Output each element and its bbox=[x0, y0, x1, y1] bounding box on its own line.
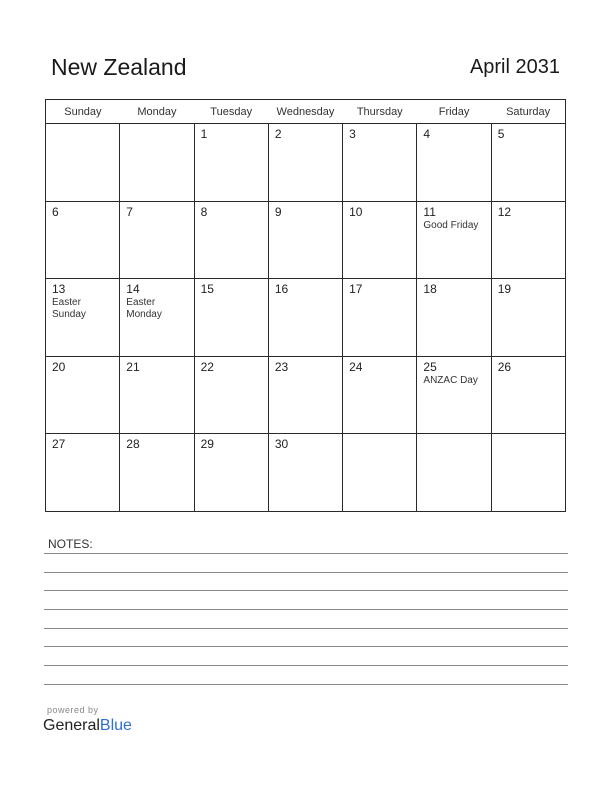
day-number: 12 bbox=[497, 204, 512, 219]
day-cell bbox=[46, 201, 120, 279]
day-cell bbox=[491, 201, 565, 279]
week-row bbox=[46, 201, 566, 279]
week-row bbox=[46, 356, 566, 434]
note-line bbox=[44, 628, 568, 629]
day-cell bbox=[120, 434, 194, 512]
day-number: 27 bbox=[52, 437, 66, 452]
note-line bbox=[44, 609, 568, 610]
day-cell bbox=[491, 279, 565, 357]
note-line bbox=[44, 665, 568, 666]
day-number: 10 bbox=[349, 204, 363, 219]
day-number: 9 bbox=[274, 204, 282, 219]
holiday-label: ANZAC Day bbox=[423, 374, 478, 386]
day-cell bbox=[46, 356, 120, 434]
week-row bbox=[46, 279, 566, 357]
brand-logo bbox=[43, 717, 132, 735]
day-cell bbox=[194, 124, 268, 202]
day-number: 17 bbox=[349, 282, 363, 297]
day-number: 8 bbox=[200, 204, 208, 219]
day-cell bbox=[417, 356, 491, 434]
day-number: 25 bbox=[423, 359, 437, 374]
day-cell bbox=[417, 279, 491, 357]
week-row bbox=[46, 124, 566, 202]
day-number: 13 bbox=[52, 282, 66, 297]
brand-blue: Blue bbox=[99, 717, 132, 734]
day-number: 5 bbox=[497, 127, 505, 141]
day-cell bbox=[120, 124, 194, 202]
day-cell bbox=[417, 201, 491, 279]
day-cell bbox=[268, 356, 342, 434]
day-cell bbox=[343, 124, 417, 202]
day-number: 11 bbox=[423, 204, 436, 219]
day-number: 22 bbox=[200, 359, 214, 374]
day-cell bbox=[120, 279, 194, 357]
calendar-grid bbox=[45, 99, 566, 512]
day-number: 2 bbox=[274, 127, 282, 141]
weekday-tuesday: Tuesday bbox=[194, 100, 268, 124]
day-number: 1 bbox=[200, 127, 208, 141]
day-number: 26 bbox=[497, 359, 512, 374]
weekday-friday: Friday bbox=[417, 100, 491, 124]
weekday-sunday: Sunday bbox=[46, 100, 120, 124]
day-cell bbox=[491, 434, 565, 512]
day-cell bbox=[120, 356, 194, 434]
brand-general: General bbox=[43, 717, 100, 734]
day-cell bbox=[268, 124, 342, 202]
week-row bbox=[46, 434, 566, 512]
day-number: 28 bbox=[126, 437, 140, 452]
day-number: 30 bbox=[274, 437, 289, 452]
day-cell bbox=[491, 124, 565, 202]
holiday-label: Easter Sunday bbox=[52, 297, 86, 321]
day-number: 24 bbox=[349, 359, 363, 374]
day-number: 14 bbox=[126, 282, 140, 297]
day-number: 21 bbox=[126, 359, 140, 374]
day-cell bbox=[46, 434, 120, 512]
day-cell bbox=[417, 434, 491, 512]
day-cell bbox=[194, 434, 268, 512]
weekday-header-row bbox=[46, 100, 566, 124]
day-cell bbox=[343, 434, 417, 512]
note-line bbox=[44, 684, 568, 685]
note-line bbox=[44, 553, 568, 554]
day-number: 29 bbox=[200, 437, 214, 452]
day-cell bbox=[46, 279, 120, 357]
day-cell bbox=[46, 124, 120, 202]
day-cell bbox=[268, 279, 342, 357]
month-title: April 2031 bbox=[469, 56, 560, 78]
day-cell bbox=[194, 201, 268, 279]
day-number: 15 bbox=[200, 282, 214, 297]
holiday-label: Easter Monday bbox=[126, 297, 162, 321]
day-number: 16 bbox=[274, 282, 289, 297]
day-cell bbox=[268, 201, 342, 279]
day-cell bbox=[343, 356, 417, 434]
day-cell bbox=[120, 201, 194, 279]
day-number: 23 bbox=[274, 359, 289, 374]
day-cell bbox=[268, 434, 342, 512]
day-cell bbox=[417, 124, 491, 202]
weekday-monday: Monday bbox=[120, 100, 194, 124]
weekday-wednesday: Wednesday bbox=[268, 100, 342, 124]
note-line bbox=[44, 590, 568, 591]
day-number: 4 bbox=[423, 127, 431, 141]
day-cell bbox=[194, 356, 268, 434]
day-number: 18 bbox=[423, 282, 437, 297]
note-line bbox=[44, 646, 568, 647]
day-number: 6 bbox=[52, 204, 59, 219]
holiday-label: Good Friday bbox=[423, 219, 479, 231]
country-title: New Zealand bbox=[51, 54, 187, 80]
notes-label: NOTES: bbox=[48, 537, 93, 551]
day-number: 7 bbox=[126, 204, 133, 219]
day-number: 19 bbox=[497, 282, 512, 297]
weekday-saturday: Saturday bbox=[491, 100, 565, 124]
note-line bbox=[44, 572, 568, 573]
day-cell bbox=[491, 356, 565, 434]
day-cell bbox=[343, 279, 417, 357]
powered-by-text: powered by bbox=[47, 705, 99, 715]
day-number: 20 bbox=[52, 359, 66, 374]
day-cell bbox=[343, 201, 417, 279]
day-cell bbox=[194, 279, 268, 357]
day-number: 3 bbox=[349, 127, 356, 141]
weekday-thursday: Thursday bbox=[343, 100, 417, 124]
